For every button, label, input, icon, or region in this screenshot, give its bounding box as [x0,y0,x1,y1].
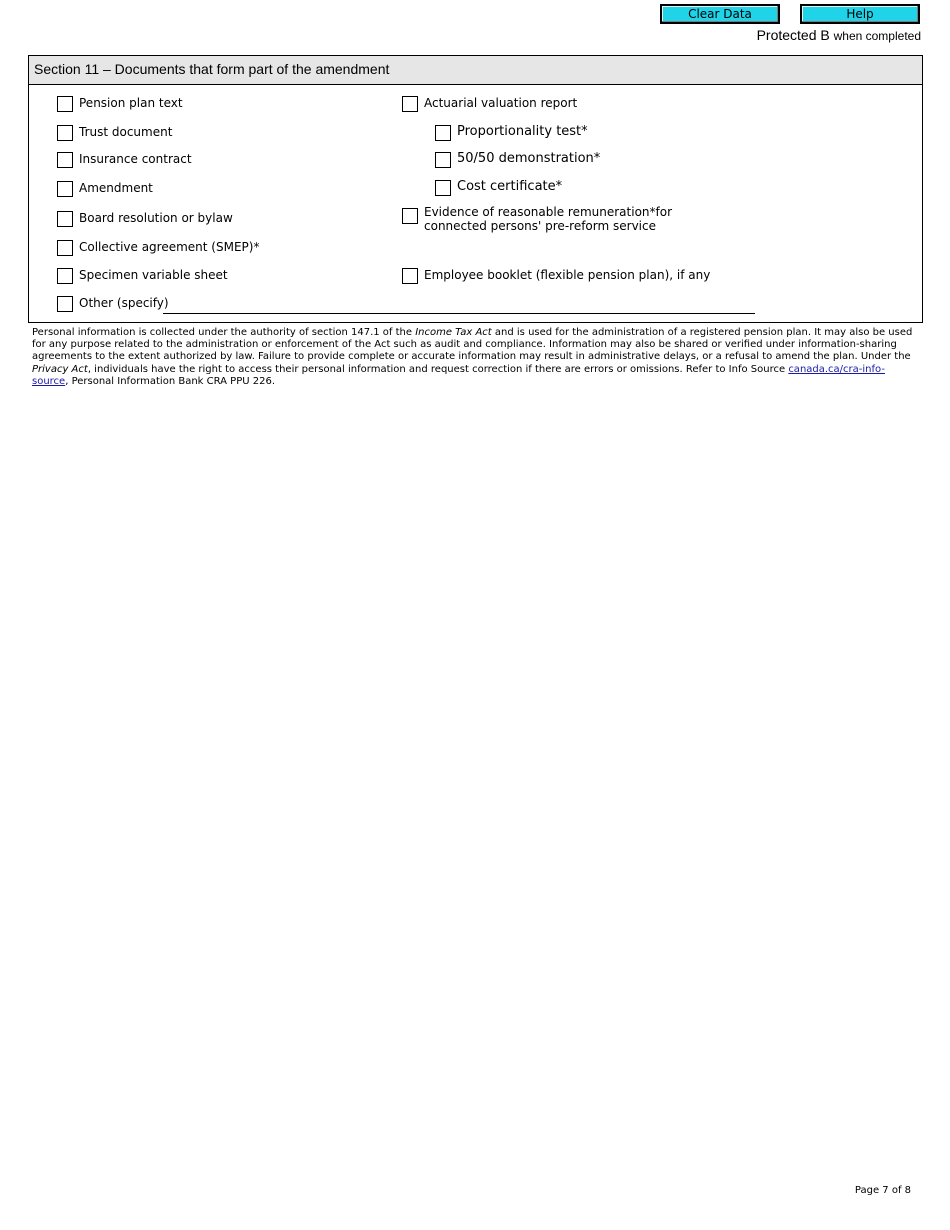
label-collective-agreement: Collective agreement (SMEP)* [79,240,260,254]
privacy-notice [32,327,920,388]
protected-sub: when completed [833,29,921,43]
checkbox-evidence-remuneration[interactable] [402,208,418,224]
item-evidence-remuneration [402,205,673,233]
checkbox-5050-demonstration[interactable] [435,152,451,168]
protected-main: Protected B [756,27,830,43]
checkbox-employee-booklet[interactable] [402,268,418,284]
checkbox-trust-document[interactable] [57,125,73,141]
checkbox-proportionality-test[interactable] [435,125,451,141]
section-11 [28,55,923,323]
item-other-specify [57,296,169,312]
item-trust-document [57,125,172,141]
notice-text-3: , individuals have the right to access their personal information and request correction if there are errors or omissions. Refer to Info Source [87,363,789,375]
item-insurance-contract [57,152,192,168]
label-insurance-contract: Insurance contract [79,152,192,166]
clear-data-button[interactable]: Clear Data [660,4,780,24]
item-amendment [57,181,153,197]
label-evidence-line1: Evidence of reasonable remuneration*for [424,205,673,219]
checkbox-collective-agreement[interactable] [57,240,73,256]
section-title: Section 11 – Documents that form part of the amendment [29,56,922,85]
item-proportionality-test [435,125,588,141]
notice-text-4: , Personal Information Bank CRA PPU 226. [65,375,275,387]
label-board-resolution: Board resolution or bylaw [79,211,233,225]
label-actuarial-valuation: Actuarial valuation report [424,96,578,110]
item-employee-booklet [402,268,710,284]
checkbox-board-resolution[interactable] [57,211,73,227]
help-button[interactable]: Help [800,4,920,24]
label-trust-document: Trust document [79,125,173,139]
checkbox-amendment[interactable] [57,181,73,197]
info-source-link[interactable]: canada.ca/cra-info-source [32,363,885,387]
label-proportionality-test: Proportionality test* [457,124,588,139]
notice-text-1: Personal information is collected under the authority of section 147.1 of the [32,327,416,338]
item-5050-demonstration [435,152,600,168]
checkbox-cost-certificate[interactable] [435,180,451,196]
label-pension-plan-text: Pension plan text [79,96,183,110]
checkbox-specimen-variable-sheet[interactable] [57,268,73,284]
notice-income-tax-act: Income Tax Act [415,327,492,338]
label-employee-booklet: Employee booklet (flexible pension plan), if any [424,268,711,282]
page-number: Page 7 of 8 [854,1185,911,1196]
item-specimen-variable-sheet [57,268,228,284]
label-evidence-remuneration [424,205,672,233]
checkbox-insurance-contract[interactable] [57,152,73,168]
label-specimen-variable-sheet: Specimen variable sheet [79,268,228,282]
label-other-specify: Other (specify) [79,296,169,310]
item-cost-certificate [435,180,562,196]
item-pension-plan-text [57,96,183,112]
item-board-resolution [57,211,233,227]
notice-text-2: and is used for the administration of a registered pension plan. It may also be used for any purpose related to the administration or enforcement of the Act such as audit and compliance. Information may also be shared or verified under information-sharing agreements to the extent authorized by law. Failure to provide complete or accurate information may result in administrative delays, or a refusal to amend the plan. Under the [32,327,913,363]
item-collective-agreement [57,240,259,256]
protected-b-label [757,27,921,43]
label-evidence-line2: connected persons' pre-reform service [424,219,656,233]
label-5050-demonstration: 50/50 demonstration* [457,151,601,166]
label-amendment: Amendment [79,181,153,195]
item-actuarial-valuation [402,96,577,112]
label-cost-certificate: Cost certificate* [457,179,563,194]
notice-privacy-act: Privacy Act [32,363,88,375]
checkbox-other[interactable] [57,296,73,312]
checkbox-actuarial-valuation[interactable] [402,96,418,112]
checkbox-pension-plan-text[interactable] [57,96,73,112]
other-specify-field[interactable] [163,313,755,314]
